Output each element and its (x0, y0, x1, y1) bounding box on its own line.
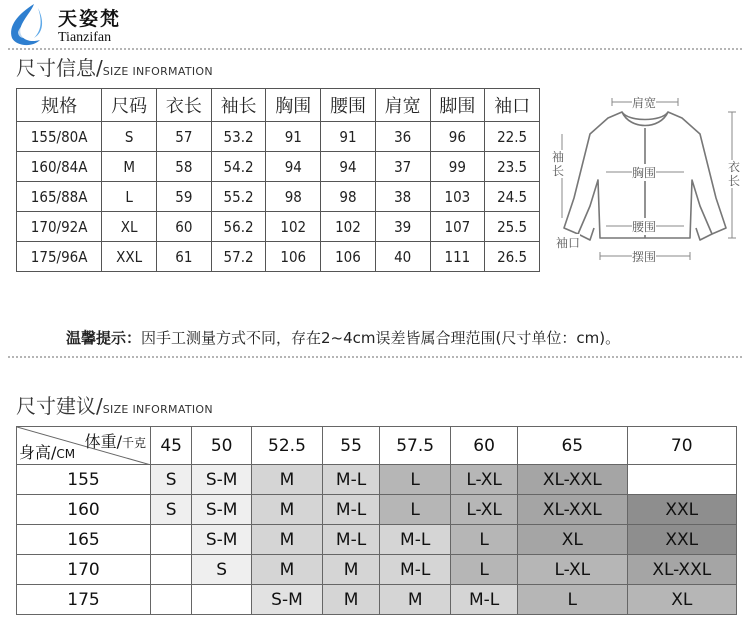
size-cell: 99 (430, 152, 485, 182)
rec-size-cell: S (192, 555, 252, 585)
rec-row (17, 585, 737, 615)
weight-col-header: 50 (192, 427, 252, 465)
size-col-header: 衣长 (157, 89, 212, 122)
rec-size-cell: S-M (251, 585, 322, 615)
size-cell: 103 (430, 182, 485, 212)
size-cell: 91 (321, 122, 376, 152)
size-cell: 170/92A (17, 212, 102, 242)
height-row-header: 175 (17, 585, 151, 615)
rec-size-cell: M-L (322, 465, 379, 495)
rec-table-header-row (17, 427, 737, 465)
size-recommendation-table (16, 426, 737, 615)
brand-name-cn: 天姿梵 (58, 8, 122, 30)
divider (8, 356, 742, 358)
size-cell: 94 (321, 152, 376, 182)
rec-size-cell: L-XL (451, 495, 518, 525)
size-row (17, 122, 540, 152)
height-row-header: 165 (17, 525, 151, 555)
size-cell: 98 (266, 182, 321, 212)
size-col-header: 腰围 (321, 89, 376, 122)
size-cell: 36 (375, 122, 430, 152)
size-rec-title-cn: 尺寸建议/ (16, 394, 103, 418)
rec-size-cell: M-L (322, 495, 379, 525)
rec-size-cell: M-L (322, 525, 379, 555)
size-cell: 54.2 (211, 152, 266, 182)
rec-size-cell: L-XL (451, 465, 518, 495)
size-cell: S (102, 122, 157, 152)
size-cell: 56.2 (211, 212, 266, 242)
rec-size-cell: XL (518, 525, 627, 555)
size-col-header: 袖长 (211, 89, 266, 122)
size-row (17, 182, 540, 212)
size-cell: 91 (266, 122, 321, 152)
size-row (17, 152, 540, 182)
rec-size-cell: S (151, 465, 192, 495)
tip-text: 因手工测量方式不同，存在2~4cm误差皆属合理范围(尺寸单位：cm)。 (141, 329, 621, 347)
size-cell: 60 (157, 212, 212, 242)
size-rec-title-en: SIZE INFORMATION (102, 403, 213, 416)
rec-row (17, 525, 737, 555)
height-row-header: 160 (17, 495, 151, 525)
rec-size-cell: M-L (380, 555, 451, 585)
rec-row (17, 555, 737, 585)
rec-size-cell: S (151, 495, 192, 525)
rec-size-cell: XXL (627, 495, 737, 525)
rec-size-cell: S-M (192, 465, 252, 495)
rec-size-cell: L (380, 465, 451, 495)
size-cell: 102 (321, 212, 376, 242)
rec-size-cell: M (322, 585, 379, 615)
size-col-header: 脚围 (430, 89, 485, 122)
brand-name-en: Tianzifan (58, 30, 112, 45)
diagram-label-hem: 摆围 (632, 250, 657, 264)
size-cell: M (102, 152, 157, 182)
size-cell: 160/84A (17, 152, 102, 182)
height-row-header: 170 (17, 555, 151, 585)
diagram-label-sleeve: 袖长 (552, 150, 565, 178)
size-cell: 37 (375, 152, 430, 182)
diagram-label-chest: 胸围 (632, 166, 657, 180)
rec-size-cell: L (451, 555, 518, 585)
weight-col-header: 60 (451, 427, 518, 465)
water-drop-icon (4, 2, 56, 48)
size-cell: 107 (430, 212, 485, 242)
size-table-body (17, 122, 540, 272)
size-recommendation-title (16, 390, 213, 419)
size-cell: 102 (266, 212, 321, 242)
size-cell: 55.2 (211, 182, 266, 212)
size-cell: 98 (321, 182, 376, 212)
size-cell: 94 (266, 152, 321, 182)
size-cell: 25.5 (485, 212, 540, 242)
rec-size-cell (151, 585, 192, 615)
size-col-header: 袖口 (485, 89, 540, 122)
weight-col-header: 55 (322, 427, 379, 465)
size-cell: 175/96A (17, 242, 102, 272)
size-cell: 23.5 (485, 152, 540, 182)
rec-size-cell: M (251, 555, 322, 585)
size-cell: 39 (375, 212, 430, 242)
tip-label: 温馨提示： (66, 329, 142, 347)
rec-row (17, 465, 737, 495)
rec-size-cell: L (380, 495, 451, 525)
size-col-header: 胸围 (266, 89, 321, 122)
rec-size-cell: M-L (451, 585, 518, 615)
size-cell: 26.5 (485, 242, 540, 272)
weight-col-header: 57.5 (380, 427, 451, 465)
rec-size-cell (627, 465, 737, 495)
weight-col-header: 70 (627, 427, 737, 465)
divider (8, 48, 742, 50)
rec-table-body (17, 465, 737, 615)
rec-size-cell: S-M (192, 495, 252, 525)
rec-size-cell: L-XL (518, 555, 627, 585)
size-cell: 38 (375, 182, 430, 212)
rec-size-cell: XL-XXL (518, 465, 627, 495)
size-table-header-row (17, 89, 540, 122)
weight-col-header: 65 (518, 427, 627, 465)
size-row (17, 212, 540, 242)
size-info-title (16, 52, 213, 81)
rec-corner-header (17, 427, 151, 465)
diagram-label-length: 衣长 (728, 160, 741, 188)
size-cell: 106 (321, 242, 376, 272)
rec-size-cell: M (380, 585, 451, 615)
size-cell: 57.2 (211, 242, 266, 272)
rec-size-cell: L (518, 585, 627, 615)
size-cell: 58 (157, 152, 212, 182)
size-cell: 40 (375, 242, 430, 272)
size-cell: XL (102, 212, 157, 242)
rec-size-cell: M (251, 495, 322, 525)
size-col-header: 肩宽 (375, 89, 430, 122)
rec-row (17, 495, 737, 525)
size-info-title-cn: 尺寸信息/ (16, 56, 103, 80)
size-cell: XXL (102, 242, 157, 272)
size-cell: 61 (157, 242, 212, 272)
diagram-label-waist: 腰围 (632, 220, 657, 234)
size-info-title-en: SIZE INFORMATION (102, 65, 213, 78)
size-cell: 53.2 (211, 122, 266, 152)
height-row-header: 155 (17, 465, 151, 495)
rec-size-cell (192, 585, 252, 615)
size-cell: 24.5 (485, 182, 540, 212)
diagram-label-cuff: 袖口 (556, 236, 581, 250)
rec-size-cell: XL-XXL (518, 495, 627, 525)
size-cell: 165/88A (17, 182, 102, 212)
rec-size-cell: M (251, 525, 322, 555)
size-cell: L (102, 182, 157, 212)
size-cell: 57 (157, 122, 212, 152)
rec-size-cell: XL (627, 585, 737, 615)
rec-size-cell: S-M (192, 525, 252, 555)
rec-size-cell: L (451, 525, 518, 555)
diagram-label-shoulder: 肩宽 (632, 96, 657, 110)
size-cell: 59 (157, 182, 212, 212)
weight-col-header: 45 (151, 427, 192, 465)
size-row (17, 242, 540, 272)
size-cell: 106 (266, 242, 321, 272)
size-cell: 111 (430, 242, 485, 272)
size-cell: 96 (430, 122, 485, 152)
size-col-header: 规格 (17, 89, 102, 122)
size-info-table (16, 88, 540, 272)
size-col-header: 尺码 (102, 89, 157, 122)
height-axis-label: 身高/CM (19, 443, 76, 462)
rec-size-cell: M-L (380, 525, 451, 555)
rec-size-cell: XXL (627, 525, 737, 555)
rec-size-cell: M (322, 555, 379, 585)
size-cell: 155/80A (17, 122, 102, 152)
rec-size-cell (151, 525, 192, 555)
garment-diagram (550, 88, 750, 273)
brand-logo (2, 0, 142, 50)
weight-col-header: 52.5 (251, 427, 322, 465)
size-cell: 22.5 (485, 122, 540, 152)
measurement-tip (66, 327, 620, 348)
rec-size-cell: M (251, 465, 322, 495)
rec-size-cell: XL-XXL (627, 555, 737, 585)
rec-size-cell (151, 555, 192, 585)
weight-axis-label: 体重/千克 (84, 432, 146, 451)
